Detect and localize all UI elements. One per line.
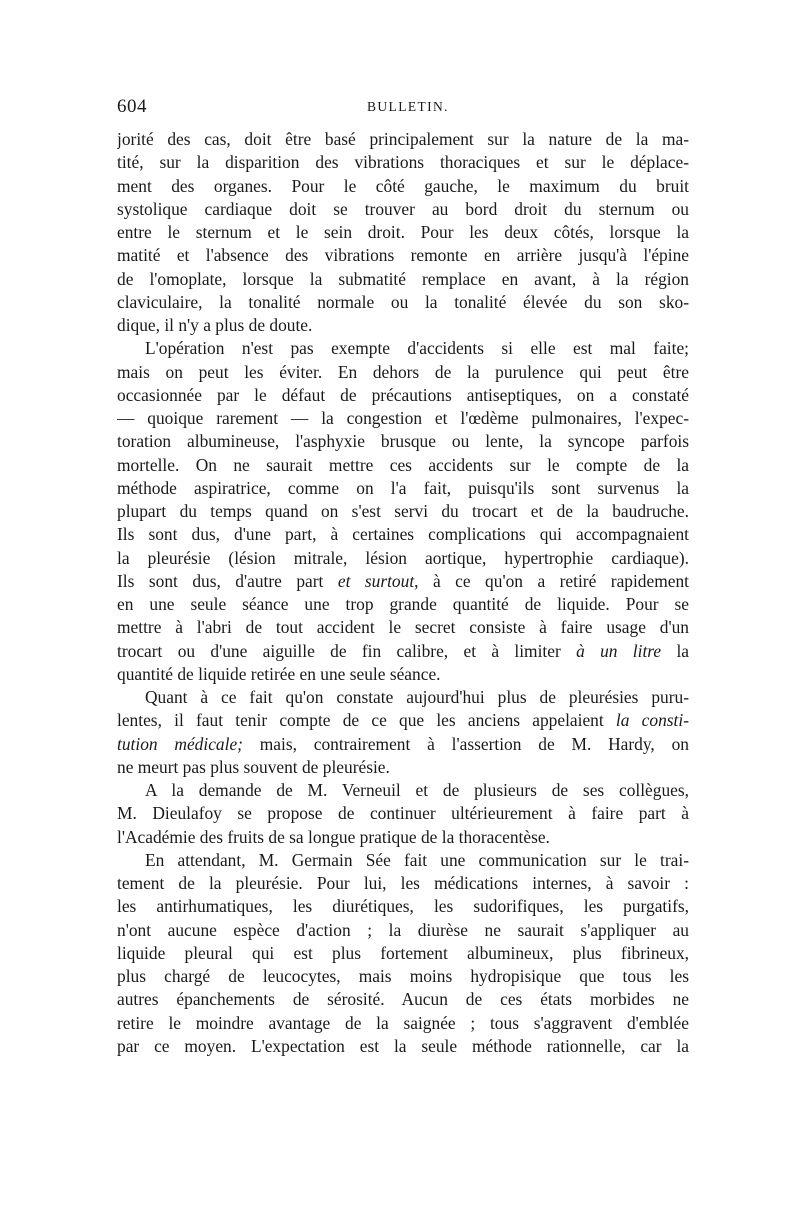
text-segment: Ils sont dus, d'une part, à certaines complications qui accompagnaient — [117, 524, 689, 545]
text-segment: tité, sur la disparition des vibrations thoraciques et sur le déplace- — [117, 152, 689, 173]
text-segment: Quant à ce fait qu'on constate aujourd'hui plus de pleurésies puru- — [145, 687, 689, 707]
text-segment: n'ont aucune espèce d'action ; la diurèse ne saurait s'appliquer au — [117, 919, 689, 940]
text-line — [117, 593, 689, 616]
text-line — [117, 291, 689, 314]
text-segment: — quoique rarement — la congestion et l'œdème pulmonaires, l'expec- — [117, 408, 689, 428]
running-title: BULLETIN. — [367, 99, 449, 114]
text-segment: systolique cardiaque doit se trouver au bord droit du sternum ou — [117, 198, 689, 219]
text-line — [117, 802, 689, 825]
text-line — [117, 384, 689, 407]
text-line — [117, 663, 689, 686]
text-line — [117, 151, 689, 174]
text-segment: mais, contrairement à l'assertion de M. Hardy, on — [242, 733, 689, 754]
text-line — [117, 872, 689, 895]
text-segment: M. Dieulafoy se propose de continuer ultérieurement à faire part à — [117, 803, 689, 824]
text-line — [117, 361, 689, 384]
text-segment: plus chargé de leucocytes, mais moins hydropisique que tous les — [117, 966, 689, 986]
text-line — [117, 523, 689, 546]
text-line — [117, 430, 689, 453]
text-segment: autres épanchements de sérosité. Aucun de ces états morbides ne — [117, 989, 689, 1010]
text-line — [117, 965, 689, 988]
text-segment: en une seule séance une trop grande quantité de liquide. Pour se — [117, 594, 689, 614]
text-segment: , à ce qu'on a retiré rapidement — [414, 570, 689, 591]
text-line — [117, 733, 689, 756]
text-segment: l'Académie des fruits de sa longue pratique de la thoracentèse. — [117, 826, 550, 847]
text-line — [117, 407, 689, 430]
text-segment: Ils sont dus, d'autre part — [117, 570, 338, 591]
text-segment: ment des organes. Pour le côté gauche, le maximum du bruit — [117, 175, 689, 196]
text-line — [117, 988, 689, 1011]
text-line — [117, 221, 689, 244]
text-segment: tement de la pleurésie. Pour lui, les médications internes, à savoir : — [117, 873, 689, 893]
text-segment: mais on peut les éviter. En dehors de la purulence qui peut être — [117, 361, 689, 382]
text-line — [117, 709, 689, 732]
text-segment: A la demande de M. Verneuil et de plusieurs de ses collègues, — [145, 780, 689, 800]
text-segment: dique, il n'y a plus de doute. — [117, 315, 313, 335]
text-line — [117, 454, 689, 477]
text-line — [117, 919, 689, 942]
text-line — [117, 895, 689, 918]
italic-text: et surtout — [337, 570, 415, 591]
text-segment: jorité des cas, doit être basé principalement sur la nature de la ma- — [117, 129, 689, 149]
text-segment: de l'omoplate, lorsque la submatité remplace en avant, à la région — [117, 268, 689, 289]
italic-text: tution médicale; — [117, 733, 243, 754]
text-line — [117, 640, 689, 663]
text-line — [117, 616, 689, 639]
text-segment: retire le moindre avantage de la saignée ; tous s'aggravent d'emblée — [117, 1012, 689, 1033]
text-segment: liquide pleural qui est plus fortement albumineux, plus fibrineux, — [117, 942, 689, 963]
text-segment: la pleurésie (lésion mitrale, lésion aortique, hypertrophie cardiaque). — [117, 547, 689, 568]
italic-text: la consti- — [615, 710, 689, 731]
text-line — [117, 314, 689, 337]
text-line — [117, 942, 689, 965]
text-line — [117, 686, 689, 709]
text-segment: occasionnée par le défaut de précautions antiseptiques, on a constaté — [117, 384, 689, 405]
body-text — [117, 128, 689, 1058]
text-segment: matité et l'absence des vibrations remonte en arrière jusqu'à l'épine — [117, 245, 689, 266]
text-line — [117, 570, 689, 593]
text-line — [117, 337, 689, 360]
text-segment: par ce moyen. L'expectation est la seule méthode rationnelle, car la — [117, 1035, 689, 1056]
text-segment: les antirhumatiques, les diurétiques, les sudorifiques, les purgatifs, — [117, 896, 689, 917]
text-segment: quantité de liquide retirée en une seule séance. — [117, 663, 441, 684]
page-number: 604 — [117, 96, 147, 117]
text-segment: trocart ou d'une aiguille de fin calibre, et à limiter — [117, 640, 577, 661]
text-line — [117, 1012, 689, 1035]
page-header — [117, 96, 689, 122]
text-segment: méthode aspiratrice, comme on l'a fait, puisqu'ils sont survenus la — [117, 477, 689, 498]
text-segment: mettre à l'abri de tout accident le secret consiste à faire usage d'un — [117, 617, 689, 638]
text-line — [117, 826, 689, 849]
text-line — [117, 547, 689, 570]
text-segment: claviculaire, la tonalité normale ou la tonalité élevée du son sko- — [117, 291, 689, 312]
text-segment: plupart du temps quand on s'est servi du trocart et de la baudruche. — [117, 501, 689, 521]
text-line — [117, 1035, 689, 1058]
text-line — [117, 849, 689, 872]
text-line — [117, 198, 689, 221]
text-segment: L'opération n'est pas exempte d'accidents si elle est mal faite; — [145, 338, 689, 359]
text-line — [117, 128, 689, 151]
text-segment: mortelle. On ne saurait mettre ces accidents sur le compte de la — [117, 454, 689, 475]
text-line — [117, 175, 689, 198]
text-line — [117, 477, 689, 500]
text-segment: lentes, il faut tenir compte de ce que les anciens appelaient — [117, 710, 616, 731]
text-line — [117, 779, 689, 802]
text-segment: En attendant, M. Germain Sée fait une communication sur le trai- — [145, 849, 689, 870]
text-line — [117, 756, 689, 779]
italic-text: à un litre — [576, 640, 662, 661]
text-line — [117, 500, 689, 523]
text-segment: la — [661, 640, 689, 661]
text-segment: entre le sternum et le sein droit. Pour les deux côtés, lorsque la — [117, 222, 689, 242]
text-segment: ne meurt pas plus souvent de pleurésie. — [117, 756, 390, 777]
text-line — [117, 268, 689, 291]
text-line — [117, 244, 689, 267]
text-segment: toration albumineuse, l'asphyxie brusque ou lente, la syncope parfois — [117, 431, 689, 452]
